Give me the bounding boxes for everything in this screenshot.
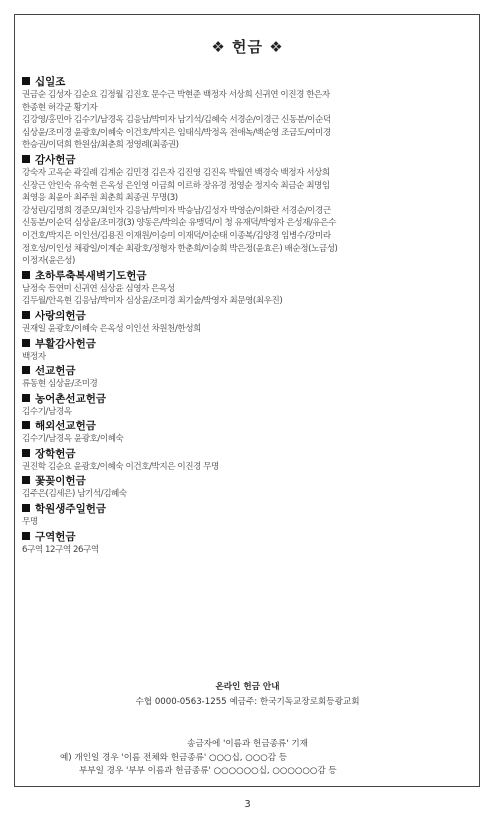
square-bullet-icon: [22, 366, 30, 374]
section-heading-text: 감사헌금: [35, 153, 76, 166]
square-bullet-icon: [22, 77, 30, 85]
offering-section: [22, 337, 474, 364]
remit-note-box: [0, 737, 495, 752]
offering-section: [22, 392, 474, 419]
square-bullet-icon: [22, 394, 30, 402]
square-bullet-icon: [22, 449, 30, 457]
square-bullet-icon: [22, 339, 30, 347]
donor-line: 권금순 김성자 김순요 김정월 김진호 문수근 박현준 백정자 서상희 신귀연 이진경 한은자: [22, 90, 330, 100]
offering-section: [22, 309, 474, 336]
square-bullet-icon: [22, 311, 30, 319]
online-offering-info: [0, 680, 495, 722]
offering-section: [22, 269, 474, 308]
donor-line: 김수기/남경옥 윤광호/이혜숙: [22, 434, 124, 445]
square-bullet-icon: [22, 504, 30, 512]
section-heading-text: 해외선교헌금: [35, 420, 96, 433]
section-heading: [22, 447, 474, 461]
section-heading: [22, 337, 474, 351]
section-heading: [22, 530, 474, 544]
donor-line: 이건호/박지은 이인선/김용진 이재원/이승미 이재덕/이순태 이종복/김양경 임병수/강미라: [22, 230, 331, 241]
donor-line: 한종현 허각균 황기자: [22, 102, 98, 113]
donor-line: 한승권/이덕희 한원삼/최춘희 정영례(최종권): [22, 140, 179, 151]
square-bullet-icon: [22, 532, 30, 540]
donor-line: 최영응 최윤아 최주원 최춘희 최종권 무명(3): [22, 193, 178, 204]
section-heading: [22, 309, 474, 323]
section-heading-text: 부활감사헌금: [35, 337, 96, 350]
donor-line: 김수기/남경옥: [22, 406, 72, 417]
offering-sections: [22, 74, 474, 556]
section-heading-text: 장학헌금: [35, 447, 76, 460]
section-heading: [22, 75, 474, 89]
section-heading: [22, 419, 474, 433]
donor-line: 6구역 12구역 26구역: [22, 544, 99, 555]
donor-line: 김강영/홍민아 김수기/남경옥 김응남/박미자 남기석/김혜숙 서경순/이경근 신동분/이순덕: [22, 115, 331, 126]
donor-line: 강성린/김명희 경준모/최인자 김응남/박미자 박승남/김성자 박영순/이화란 서경순/이경근: [22, 205, 331, 216]
offering-section: [22, 419, 474, 446]
square-bullet-icon: [22, 476, 30, 484]
bank-account: 수협 0000-0563-1255 예금주: 한국기독교장로회등광교회: [135, 697, 360, 707]
offering-section: [22, 153, 474, 268]
section-heading-text: 꽃꽂이헌금: [35, 475, 86, 488]
section-heading: [22, 364, 474, 378]
section-heading-text: 사랑의헌금: [35, 309, 86, 322]
section-heading: [22, 153, 474, 167]
section-heading-text: 학원생주일헌금: [35, 503, 107, 516]
donor-line: 신장근 안인숙 유숙현 은옥성 은인영 이금희 이르하 장유경 정영순 정지숙 최금순 최명임: [22, 180, 330, 191]
remit-examples: [60, 752, 337, 778]
donor-line: 무명: [22, 517, 38, 528]
section-heading: [22, 392, 474, 406]
section-heading-text: 선교헌금: [35, 365, 76, 378]
example-individual: 예) 개인일 경우 '이름 전체와 헌금종류' ○○○십, ○○○감 등: [60, 753, 288, 763]
section-heading: [22, 269, 474, 283]
section-heading-text: 십일조: [35, 76, 66, 88]
page-title: ❖ 헌금 ❖: [211, 38, 284, 56]
section-heading-text: 구역헌금: [35, 530, 76, 543]
donor-line: 신동분/이순덕 심상윤/조미경(3) 양동은/박의순 유맹덕/이 청 유재덕/박영자 은성재/유은수: [22, 218, 336, 229]
donor-line: 김주은(김세은) 남기석/김혜숙: [22, 489, 127, 500]
donor-line: 남정숙 등연미 신귀연 심상윤 심영자 은옥성: [22, 283, 175, 294]
section-heading-text: 농어촌선교헌금: [35, 392, 107, 405]
donor-line: 김두월/안옥현 김응남/박미자 심상윤/조미경 최기술/박영자 최문영(최우진): [22, 296, 283, 307]
section-heading-text: 초하루축복새벽기도헌금: [35, 269, 147, 282]
offering-section: [22, 75, 474, 152]
donor-line: 이정자(윤은성): [22, 256, 75, 267]
square-bullet-icon: [22, 155, 30, 163]
donor-line: 권진학 김순요 윤광호/이혜숙 이건호/박지은 이진경 무명: [22, 461, 219, 472]
donor-line: 정호성/이인성 채광일/이계순 최광호/정형자 한춘희/이승희 박은정(윤효은) 배순정(노금성): [22, 243, 338, 254]
example-couple: 부부일 경우 '부부 이름과 헌금종류' ○○○○○○십, ○○○○○○감 등: [79, 766, 337, 776]
offering-section: [22, 530, 474, 557]
donor-line: 류동현 심상윤/조미경: [22, 379, 98, 390]
section-heading: [22, 502, 474, 516]
offering-section: [22, 502, 474, 529]
square-bullet-icon: [22, 421, 30, 429]
online-title: 온라인 헌금 안내: [215, 682, 280, 692]
section-heading: [22, 474, 474, 488]
remit-note: 송금자에 '이름과 헌금종류' 기재: [187, 739, 308, 749]
donor-line: 권재일 윤광호/이혜숙 은옥성 이인선 차원천/한성희: [22, 323, 201, 334]
offering-section: [22, 447, 474, 474]
donor-line: 백정자: [22, 351, 46, 362]
donor-line: 심상윤/조미경 윤광호/이혜숙 이건호/박지은 임태식/박정옥 전애녹/백순영 조금도/여미경: [22, 127, 331, 138]
offering-section: [22, 474, 474, 501]
page-number: 3: [244, 799, 251, 810]
offering-section: [22, 364, 474, 391]
donor-line: 강숙자 고옥순 곽길례 김계순 김민경 김은자 김진영 김진옥 박월연 백경숙 백정자 서상희: [22, 167, 330, 178]
square-bullet-icon: [22, 271, 30, 279]
